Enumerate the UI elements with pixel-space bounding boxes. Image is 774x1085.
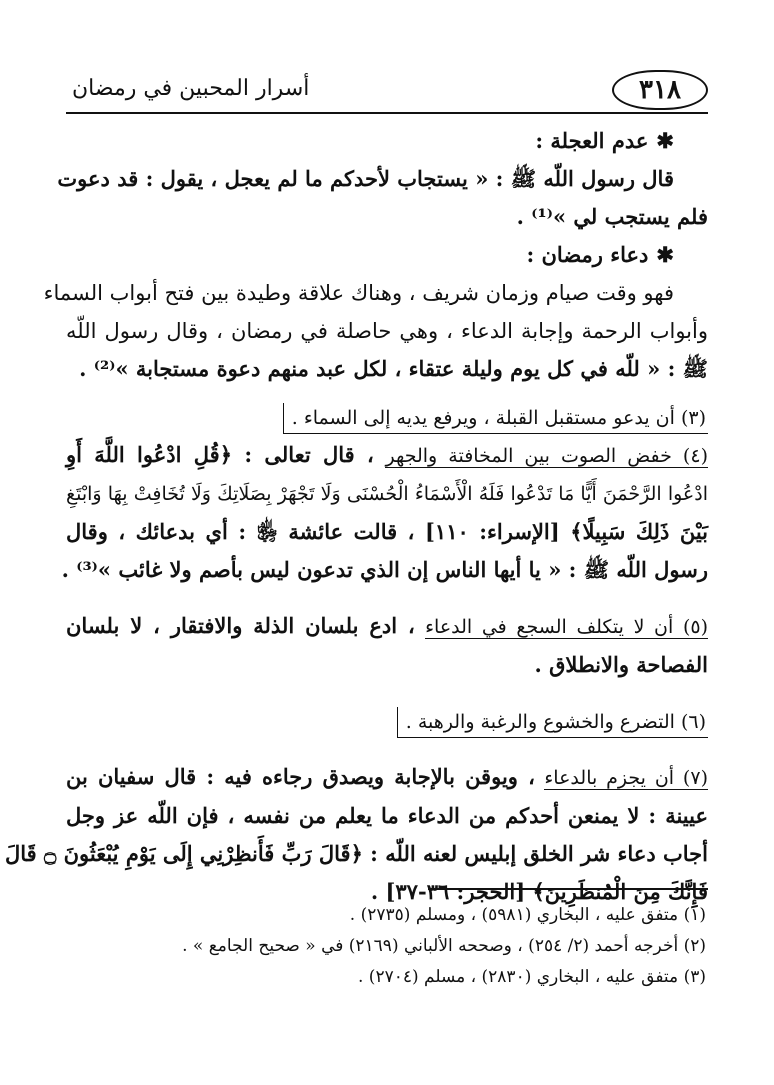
paragraph-line: ﷺ : « للّه في كل يوم وليلة عتقاء ، لكل عبد منهم دعوة مستجابة »⁽²⁾ . bbox=[79, 356, 708, 381]
list-item-4: (٤) خفض الصوت بين المخافتة والجهر ، قال تعالى : ﴿قُلِ ادْعُوا اللَّهَ أَوِ bbox=[66, 442, 708, 467]
paragraph-line: فهو وقت صيام وزمان شريف ، وهناك علاقة وطيدة بين فتح أبواب السماء bbox=[43, 281, 674, 305]
running-header bbox=[66, 60, 708, 114]
paragraph-line: رسول اللّه ﷺ : « يا أيها الناس إن الذي تدعون ليس بأصم ولا غائب »⁽³⁾ . bbox=[61, 557, 708, 582]
footnote: (٣) متفق عليه ، البخاري (٢٨٣٠) ، مسلم (٢٧٠٤) . bbox=[358, 967, 706, 987]
quran-verse-line: فَإِنَّكَ مِنَ الْمُنظَرِينَ﴾ [الحجر: ٣٦-٣٧] . bbox=[370, 879, 708, 904]
paragraph-line: قال رسول اللّه ﷺ : « يستجاب لأحدكم ما لم يعجل ، يقول : قد دعوت bbox=[57, 166, 674, 191]
footnote: (٢) أخرجه أحمد (٢/ ٢٥٤) ، وصححه الألباني (٢١٦٩) في « صحيح الجامع » . bbox=[182, 936, 706, 956]
list-item-5: (٥) أن لا يتكلف السجع في الدعاء ، ادع بلسان الذلة والافتقار ، لا بلسان bbox=[66, 613, 708, 638]
footnote-separator bbox=[428, 888, 708, 890]
footnote: (١) متفق عليه ، البخاري (٥٩٨١) ، ومسلم (٢٧٣٥) . bbox=[349, 905, 706, 925]
quran-verse-line: أجاب دعاء شر الخلق إبليس لعنه اللّه : ﴿قَالَ رَبِّ فَأَنظِرْنِي إِلَى يَوْمِ يُبْعَثُونَ ۝ قَالَ bbox=[4, 841, 708, 866]
paragraph-line: فلم يستجب لي »⁽¹⁾ . bbox=[516, 204, 708, 229]
book-title: أسرار المحبين في رمضان bbox=[72, 76, 310, 101]
asterisk-icon: ✱ bbox=[656, 128, 674, 153]
page-number: ٣١٨ bbox=[612, 70, 708, 110]
page-body bbox=[4, 122, 709, 911]
section-heading-ramadan-dua: ✱دعاء رمضان : bbox=[526, 242, 674, 267]
list-item-6: (٦) التضرع والخشوع والرغبة والرهبة . bbox=[66, 702, 708, 740]
paragraph-line: الفصاحة والانطلاق . bbox=[534, 652, 708, 677]
footnotes bbox=[66, 900, 708, 993]
paragraph-line: عيينة : لا يمنعن أحدكم من الدعاء ما يعلم من نفسه ، فإن اللّه عز وجل bbox=[66, 803, 708, 828]
list-item-3: (٣) أن يدعو مستقبل القبلة ، ويرفع يديه إلى السماء . bbox=[66, 398, 708, 436]
paragraph-line: وأبواب الرحمة وإجابة الدعاء ، وهي حاصلة في رمضان ، وقال رسول اللّه bbox=[66, 319, 708, 343]
list-item-7: (٧) أن يجزم بالدعاء ، ويوقن بالإجابة ويصدق رجاءه فيه : قال سفيان بن bbox=[66, 764, 708, 789]
paragraph-line: بَيْنَ ذَلِكَ سَبِيلًا﴾ [الإسراء: ١١٠] ، قالت عائشة ﵂ : أي بدعائك ، وقال bbox=[66, 519, 709, 544]
quran-verse-line: ادْعُوا الرَّحْمَنَ أَيًّا مَا تَدْعُوا فَلَهُ الْأَسْمَاءُ الْحُسْنَى وَلَا تَجْهَرْ بِصَلَاتِكَ وَلَا تُخَافِتْ بِهَا وَابْتَغِ bbox=[66, 483, 708, 505]
asterisk-icon: ✱ bbox=[656, 242, 674, 267]
section-heading-haste: ✱عدم العجلة : bbox=[535, 128, 674, 153]
